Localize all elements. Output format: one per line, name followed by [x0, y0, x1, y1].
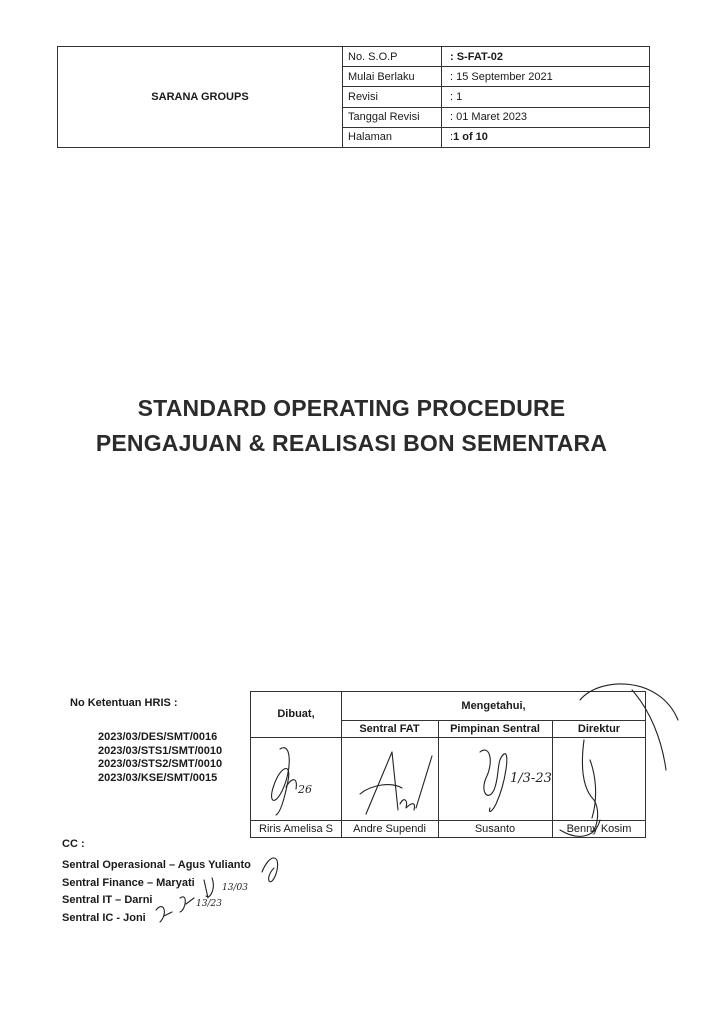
document-title-line-1: STANDARD OPERATING PROCEDURE	[137, 395, 566, 421]
svg-text:26: 26	[298, 783, 312, 796]
meta-row-revision	[343, 87, 649, 107]
meta-value: : 15 September 2021	[450, 70, 553, 83]
hris-item: 2023/03/STS2/SMT/0010	[98, 758, 223, 770]
meta-key: Mulai Berlaku	[343, 67, 442, 86]
svg-text:13/03: 13/03	[222, 883, 248, 893]
signer-name: Andre Supendi	[353, 823, 426, 835]
signer-name: Riris Amelisa S	[259, 823, 333, 835]
meta-key: Tanggal Revisi	[343, 108, 442, 127]
meta-value: : 1	[450, 91, 463, 103]
svg-text:1/3-23: 1/3-23	[510, 771, 552, 786]
cc-item: Sentral Finance – Maryati	[62, 876, 195, 889]
meta-key: No. S.O.P	[343, 47, 442, 66]
hris-item: 2023/03/DES/SMT/0016	[98, 731, 218, 743]
cc-item: Sentral IC - Joni	[62, 911, 146, 924]
company-name: SARANA GROUPS	[58, 47, 343, 147]
signer-name: Benny Kosim	[566, 823, 632, 835]
made-by-label: Dibuat,	[277, 708, 315, 720]
role-pimpinan-sentral: Pimpinan Sentral	[450, 723, 540, 735]
cc-label: CC :	[62, 838, 85, 850]
hris-list	[98, 731, 222, 785]
meta-row-page	[343, 128, 649, 147]
document-title-line-2: PENGAJUAN & REALISASI BON SEMENTARA	[95, 430, 608, 456]
meta-row-sop-number	[343, 47, 649, 67]
cc-initials	[150, 848, 300, 928]
signature-andre	[352, 744, 437, 824]
hris-label: No Ketentuan HRIS :	[70, 697, 178, 709]
role-sentral-fat: Sentral FAT	[359, 723, 420, 735]
signature-riris	[262, 741, 322, 821]
signature-benny-kosim	[540, 680, 700, 850]
meta-key: Revisi	[343, 87, 442, 106]
meta-value: : S-FAT-02	[450, 50, 503, 63]
meta-value-prefix: :	[450, 131, 454, 144]
cc-item: Sentral Operasional – Agus Yulianto	[62, 859, 251, 871]
svg-text:13/23: 13/23	[196, 899, 222, 909]
meta-row-effective-date	[343, 67, 649, 87]
meta-key: Halaman	[343, 128, 442, 147]
acknowledged-label: Mengetahui,	[461, 700, 526, 712]
sop-meta-table	[343, 47, 649, 147]
meta-row-revision-date	[343, 108, 649, 128]
sop-header-box	[57, 46, 650, 148]
hris-item: 2023/03/STS1/SMT/0010	[98, 744, 223, 757]
meta-value: : 01 Maret 2023	[450, 111, 528, 124]
hris-item: 2023/03/KSE/SMT/0015	[98, 771, 218, 784]
meta-value: 1 of 10	[453, 131, 488, 144]
signer-name: Susanto	[474, 823, 516, 835]
role-direktur: Direktur	[577, 723, 621, 735]
cc-item: Sentral IT – Darni	[62, 894, 153, 906]
